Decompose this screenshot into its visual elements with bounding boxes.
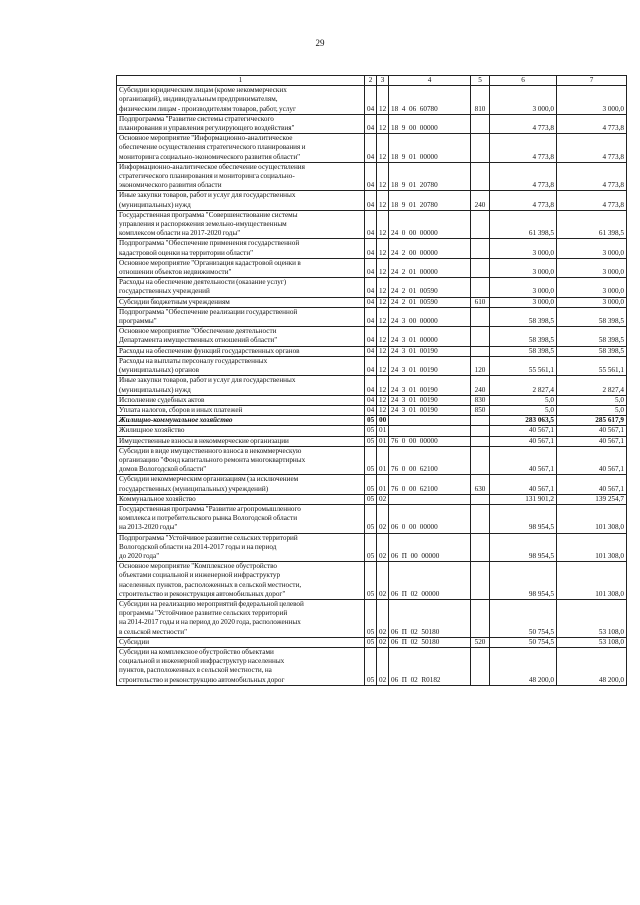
row-expense-type-cell bbox=[471, 494, 490, 504]
table-row bbox=[117, 475, 627, 494]
row-target-article-cell: 06 П 02 50180 bbox=[389, 637, 471, 647]
row-target-article-cell bbox=[389, 416, 471, 426]
row-subsection-cell: 12 bbox=[377, 356, 389, 375]
row-section-cell: 05 bbox=[365, 494, 377, 504]
row-subsection-cell: 12 bbox=[377, 258, 389, 277]
row-amount-year2-cell: 285 617,9 bbox=[557, 416, 627, 426]
row-amount-year2-cell: 101 308,0 bbox=[557, 562, 627, 600]
row-target-article-cell: 24 3 01 00190 bbox=[389, 356, 471, 375]
row-amount-year1-cell: 131 901,2 bbox=[490, 494, 557, 504]
row-amount-year1-cell: 283 063,5 bbox=[490, 416, 557, 426]
row-amount-year2-cell: 58 398,5 bbox=[557, 307, 627, 326]
row-subsection-cell: 12 bbox=[377, 86, 389, 115]
row-target-article-cell: 24 3 01 00190 bbox=[389, 346, 471, 356]
row-expense-type-cell bbox=[471, 134, 490, 163]
row-section-cell: 04 bbox=[365, 346, 377, 356]
row-amount-year1-cell: 40 567,1 bbox=[490, 475, 557, 494]
row-target-article-cell: 24 2 01 00590 bbox=[389, 297, 471, 307]
table-row bbox=[117, 416, 627, 426]
row-expense-type-cell: 240 bbox=[471, 376, 490, 395]
row-expense-type-cell bbox=[471, 239, 490, 258]
row-subsection-cell: 12 bbox=[377, 327, 389, 346]
table-row bbox=[117, 647, 627, 685]
row-name-cell: Исполнение судебных актов bbox=[117, 395, 365, 405]
row-expense-type-cell: 610 bbox=[471, 297, 490, 307]
row-name-cell: Основное мероприятие "Обеспечение деятельности Департамента имущественных отношений области" bbox=[117, 327, 365, 346]
row-subsection-cell: 12 bbox=[377, 239, 389, 258]
row-expense-type-cell bbox=[471, 533, 490, 562]
table-header-row bbox=[117, 76, 627, 86]
row-section-cell: 04 bbox=[365, 297, 377, 307]
row-section-cell: 05 bbox=[365, 475, 377, 494]
row-name-cell: Иные закупки товаров, работ и услуг для государственных (муниципальных) нужд bbox=[117, 376, 365, 395]
row-subsection-cell: 12 bbox=[377, 307, 389, 326]
row-name-cell: Субсидии на комплексное обустройство объектами социальной и инженерной инфраструктур населенных пунктов, расположенных в сельской местности, на строительство и реконструкцию автомобильных дорог bbox=[117, 647, 365, 685]
row-amount-year2-cell: 61 398,5 bbox=[557, 210, 627, 239]
row-subsection-cell: 12 bbox=[377, 162, 389, 191]
row-name-cell: Субсидии бюджетным учреждениям bbox=[117, 297, 365, 307]
row-amount-year1-cell: 3 000,0 bbox=[490, 278, 557, 297]
row-subsection-cell: 02 bbox=[377, 504, 389, 533]
row-amount-year1-cell: 50 754,5 bbox=[490, 637, 557, 647]
column-header-6: 6 bbox=[490, 76, 557, 86]
row-section-cell: 04 bbox=[365, 114, 377, 133]
row-section-cell: 04 bbox=[365, 395, 377, 405]
row-target-article-cell: 76 0 00 62100 bbox=[389, 475, 471, 494]
table-row bbox=[117, 376, 627, 395]
row-target-article-cell: 24 3 01 00190 bbox=[389, 405, 471, 415]
row-expense-type-cell bbox=[471, 162, 490, 191]
row-amount-year1-cell: 4 773,8 bbox=[490, 134, 557, 163]
row-amount-year1-cell: 61 398,5 bbox=[490, 210, 557, 239]
row-expense-type-cell bbox=[471, 327, 490, 346]
row-amount-year1-cell: 58 398,5 bbox=[490, 346, 557, 356]
row-amount-year1-cell: 4 773,8 bbox=[490, 191, 557, 210]
row-section-cell: 05 bbox=[365, 426, 377, 436]
row-subsection-cell: 12 bbox=[377, 395, 389, 405]
row-section-cell: 05 bbox=[365, 436, 377, 446]
row-name-cell: Информационно-аналитическое обеспечение осуществления стратегического планирования и мониторинга социально- экономического развития области bbox=[117, 162, 365, 191]
row-amount-year1-cell: 55 561,1 bbox=[490, 356, 557, 375]
row-name-cell: Имущественные взносы в некоммерческие организации bbox=[117, 436, 365, 446]
row-subsection-cell: 12 bbox=[377, 191, 389, 210]
row-amount-year1-cell: 40 567,1 bbox=[490, 436, 557, 446]
row-expense-type-cell bbox=[471, 258, 490, 277]
row-target-article-cell: 24 3 01 00190 bbox=[389, 395, 471, 405]
row-amount-year2-cell: 101 308,0 bbox=[557, 533, 627, 562]
row-name-cell: Основное мероприятие "Информационно-аналитическое обеспечение осуществления стратегического планирования и мониторинга социально-экономического развития области" bbox=[117, 134, 365, 163]
row-section-cell: 05 bbox=[365, 562, 377, 600]
row-name-cell: Государственная программа "Совершенствование системы управления и распоряжения земельно-имущественным комплексом области на 2017-2020 годы" bbox=[117, 210, 365, 239]
column-header-4: 4 bbox=[389, 76, 471, 86]
row-amount-year1-cell: 5,0 bbox=[490, 395, 557, 405]
row-section-cell: 05 bbox=[365, 637, 377, 647]
row-name-cell: Подпрограмма "Обеспечение применения государственной кадастровой оценки на территории области" bbox=[117, 239, 365, 258]
row-name-cell: Иные закупки товаров, работ и услуг для государственных (муниципальных) нужд bbox=[117, 191, 365, 210]
row-amount-year1-cell: 4 773,8 bbox=[490, 114, 557, 133]
row-target-article-cell: 06 П 02 50180 bbox=[389, 599, 471, 637]
row-target-article-cell: 06 П 02 R0182 bbox=[389, 647, 471, 685]
table-body bbox=[117, 86, 627, 686]
row-amount-year1-cell: 98 954,5 bbox=[490, 562, 557, 600]
row-name-cell: Основное мероприятие "Организация кадастровой оценки в отношении объектов недвижимости" bbox=[117, 258, 365, 277]
row-target-article-cell: 06 П 02 00000 bbox=[389, 562, 471, 600]
column-header-2: 2 bbox=[365, 76, 377, 86]
row-section-cell: 04 bbox=[365, 162, 377, 191]
row-expense-type-cell: 850 bbox=[471, 405, 490, 415]
row-target-article-cell: 24 0 00 00000 bbox=[389, 210, 471, 239]
row-expense-type-cell bbox=[471, 562, 490, 600]
row-subsection-cell: 12 bbox=[377, 405, 389, 415]
row-name-cell: Субсидии bbox=[117, 637, 365, 647]
table-row bbox=[117, 426, 627, 436]
row-expense-type-cell bbox=[471, 210, 490, 239]
table-row bbox=[117, 327, 627, 346]
table-row bbox=[117, 191, 627, 210]
row-expense-type-cell bbox=[471, 307, 490, 326]
row-subsection-cell: 12 bbox=[377, 297, 389, 307]
table-row bbox=[117, 258, 627, 277]
row-subsection-cell: 12 bbox=[377, 210, 389, 239]
page-number: 29 bbox=[315, 38, 325, 48]
row-expense-type-cell: 520 bbox=[471, 637, 490, 647]
row-section-cell: 04 bbox=[365, 210, 377, 239]
row-expense-type-cell bbox=[471, 346, 490, 356]
table-row bbox=[117, 504, 627, 533]
row-name-cell: Подпрограмма "Обеспечение реализации государственной программы" bbox=[117, 307, 365, 326]
row-target-article-cell: 18 9 01 00000 bbox=[389, 134, 471, 163]
table-row bbox=[117, 297, 627, 307]
row-section-cell: 05 bbox=[365, 446, 377, 475]
table-row bbox=[117, 599, 627, 637]
row-name-cell: Субсидии на реализацию мероприятий федеральной целевой программы "Устойчивое развитие сельских территорий на 2014-2017 годы и на период до 2020 года, расположенных в сельской местности" bbox=[117, 599, 365, 637]
table-row bbox=[117, 86, 627, 115]
table-row bbox=[117, 446, 627, 475]
row-amount-year2-cell: 2 827,4 bbox=[557, 376, 627, 395]
row-name-cell: Уплата налогов, сборов и иных платежей bbox=[117, 405, 365, 415]
row-subsection-cell: 00 bbox=[377, 416, 389, 426]
row-section-cell: 05 bbox=[365, 599, 377, 637]
row-subsection-cell: 12 bbox=[377, 134, 389, 163]
row-target-article-cell: 06 П 00 00000 bbox=[389, 533, 471, 562]
row-target-article-cell: 24 3 01 00000 bbox=[389, 327, 471, 346]
row-target-article-cell bbox=[389, 494, 471, 504]
row-amount-year2-cell: 4 773,8 bbox=[557, 162, 627, 191]
row-expense-type-cell: 630 bbox=[471, 475, 490, 494]
row-target-article-cell: 24 2 01 00590 bbox=[389, 278, 471, 297]
row-section-cell: 04 bbox=[365, 405, 377, 415]
row-amount-year2-cell: 40 567,1 bbox=[557, 436, 627, 446]
row-section-cell: 04 bbox=[365, 376, 377, 395]
row-subsection-cell: 12 bbox=[377, 278, 389, 297]
row-amount-year1-cell: 48 200,0 bbox=[490, 647, 557, 685]
row-section-cell: 05 bbox=[365, 504, 377, 533]
table-row bbox=[117, 395, 627, 405]
row-subsection-cell: 01 bbox=[377, 475, 389, 494]
row-expense-type-cell: 240 bbox=[471, 191, 490, 210]
row-amount-year2-cell: 53 108,0 bbox=[557, 599, 627, 637]
row-subsection-cell: 12 bbox=[377, 376, 389, 395]
row-amount-year2-cell: 40 567,1 bbox=[557, 446, 627, 475]
row-expense-type-cell bbox=[471, 436, 490, 446]
row-target-article-cell: 24 2 01 00000 bbox=[389, 258, 471, 277]
row-name-cell: Субсидии юридическим лицам (кроме некоммерческих организаций), индивидуальным предпринимателям, физическим лицам - производителям товаров, работ, услуг bbox=[117, 86, 365, 115]
row-amount-year2-cell: 40 567,1 bbox=[557, 426, 627, 436]
row-target-article-cell: 24 3 00 00000 bbox=[389, 307, 471, 326]
table-row bbox=[117, 533, 627, 562]
row-section-cell: 04 bbox=[365, 134, 377, 163]
row-amount-year1-cell: 40 567,1 bbox=[490, 446, 557, 475]
row-name-cell: Расходы на обеспечение функций государственных органов bbox=[117, 346, 365, 356]
row-amount-year2-cell: 40 567,1 bbox=[557, 475, 627, 494]
row-subsection-cell: 02 bbox=[377, 647, 389, 685]
row-amount-year1-cell: 4 773,8 bbox=[490, 162, 557, 191]
row-amount-year1-cell: 3 000,0 bbox=[490, 297, 557, 307]
row-amount-year2-cell: 5,0 bbox=[557, 405, 627, 415]
row-section-cell: 04 bbox=[365, 356, 377, 375]
row-subsection-cell: 01 bbox=[377, 426, 389, 436]
row-target-article-cell bbox=[389, 426, 471, 436]
row-expense-type-cell bbox=[471, 426, 490, 436]
row-name-cell: Подпрограмма "Развитие системы стратегического планирования и управления регулирующего воздействия" bbox=[117, 114, 365, 133]
row-target-article-cell: 18 4 06 60780 bbox=[389, 86, 471, 115]
row-section-cell: 04 bbox=[365, 307, 377, 326]
table-row bbox=[117, 134, 627, 163]
row-amount-year1-cell: 2 827,4 bbox=[490, 376, 557, 395]
budget-table bbox=[116, 75, 627, 686]
row-amount-year2-cell: 48 200,0 bbox=[557, 647, 627, 685]
row-amount-year1-cell: 98 954,5 bbox=[490, 533, 557, 562]
row-amount-year2-cell: 3 000,0 bbox=[557, 278, 627, 297]
row-name-cell: Расходы на обеспечение деятельности (оказание услуг) государственных учреждений bbox=[117, 278, 365, 297]
row-expense-type-cell: 830 bbox=[471, 395, 490, 405]
row-amount-year2-cell: 5,0 bbox=[557, 395, 627, 405]
table-row bbox=[117, 436, 627, 446]
row-name-cell: Субсидии в виде имущественного взноса в некоммерческую организацию "Фонд капитального ремонта многоквартирных домов Вологодской области" bbox=[117, 446, 365, 475]
row-name-cell: Основное мероприятие "Комплексное обустройство объектами социальной и инженерной инфраструктур населенных пунктов, расположенных в сельской местности, строительство и реконструкция автомобильных дорог" bbox=[117, 562, 365, 600]
row-name-cell: Расходы на выплаты персоналу государственных (муниципальных) органов bbox=[117, 356, 365, 375]
row-expense-type-cell: 810 bbox=[471, 86, 490, 115]
row-amount-year1-cell: 3 000,0 bbox=[490, 239, 557, 258]
table-row bbox=[117, 210, 627, 239]
row-target-article-cell: 18 9 00 00000 bbox=[389, 114, 471, 133]
table-row bbox=[117, 346, 627, 356]
row-name-cell: Жилищное хозяйство bbox=[117, 426, 365, 436]
row-subsection-cell: 02 bbox=[377, 599, 389, 637]
row-target-article-cell: 18 9 01 20780 bbox=[389, 162, 471, 191]
row-subsection-cell: 01 bbox=[377, 446, 389, 475]
row-expense-type-cell bbox=[471, 647, 490, 685]
column-header-5: 5 bbox=[471, 76, 490, 86]
table-row bbox=[117, 356, 627, 375]
row-expense-type-cell bbox=[471, 504, 490, 533]
row-target-article-cell: 76 0 00 00000 bbox=[389, 436, 471, 446]
row-expense-type-cell bbox=[471, 599, 490, 637]
column-header-7: 7 bbox=[557, 76, 627, 86]
row-expense-type-cell: 120 bbox=[471, 356, 490, 375]
row-section-cell: 04 bbox=[365, 278, 377, 297]
row-target-article-cell: 76 0 00 62100 bbox=[389, 446, 471, 475]
row-amount-year2-cell: 53 108,0 bbox=[557, 637, 627, 647]
row-amount-year2-cell: 55 561,1 bbox=[557, 356, 627, 375]
row-target-article-cell: 18 9 01 20780 bbox=[389, 191, 471, 210]
row-amount-year2-cell: 58 398,5 bbox=[557, 327, 627, 346]
row-amount-year2-cell: 3 000,0 bbox=[557, 297, 627, 307]
row-target-article-cell: 06 0 00 00000 bbox=[389, 504, 471, 533]
row-target-article-cell: 24 3 01 00190 bbox=[389, 376, 471, 395]
row-expense-type-cell bbox=[471, 114, 490, 133]
row-section-cell: 04 bbox=[365, 86, 377, 115]
table-row bbox=[117, 405, 627, 415]
table-row bbox=[117, 494, 627, 504]
table-row bbox=[117, 637, 627, 647]
row-subsection-cell: 02 bbox=[377, 494, 389, 504]
row-expense-type-cell bbox=[471, 416, 490, 426]
row-amount-year1-cell: 58 398,5 bbox=[490, 327, 557, 346]
table-row bbox=[117, 162, 627, 191]
table-row bbox=[117, 562, 627, 600]
row-name-cell: Субсидии некоммерческим организациям (за исключением государственных (муниципальных) учреждений) bbox=[117, 475, 365, 494]
row-amount-year1-cell: 98 954,5 bbox=[490, 504, 557, 533]
row-expense-type-cell bbox=[471, 278, 490, 297]
row-amount-year2-cell: 4 773,8 bbox=[557, 191, 627, 210]
row-amount-year2-cell: 139 254,7 bbox=[557, 494, 627, 504]
row-amount-year2-cell: 3 000,0 bbox=[557, 86, 627, 115]
row-subsection-cell: 02 bbox=[377, 562, 389, 600]
table-row bbox=[117, 239, 627, 258]
row-section-cell: 04 bbox=[365, 327, 377, 346]
row-amount-year2-cell: 3 000,0 bbox=[557, 239, 627, 258]
table-row bbox=[117, 114, 627, 133]
row-amount-year2-cell: 3 000,0 bbox=[557, 258, 627, 277]
row-expense-type-cell bbox=[471, 446, 490, 475]
row-amount-year2-cell: 58 398,5 bbox=[557, 346, 627, 356]
row-amount-year1-cell: 3 000,0 bbox=[490, 86, 557, 115]
table-row bbox=[117, 278, 627, 297]
row-amount-year2-cell: 101 308,0 bbox=[557, 504, 627, 533]
row-subsection-cell: 02 bbox=[377, 637, 389, 647]
row-amount-year1-cell: 58 398,5 bbox=[490, 307, 557, 326]
row-subsection-cell: 02 bbox=[377, 533, 389, 562]
row-amount-year1-cell: 3 000,0 bbox=[490, 258, 557, 277]
column-header-3: 3 bbox=[377, 76, 389, 86]
row-amount-year1-cell: 40 567,1 bbox=[490, 426, 557, 436]
row-target-article-cell: 24 2 00 00000 bbox=[389, 239, 471, 258]
row-name-cell: Подпрограмма "Устойчивое развитие сельских территорий Вологодской области на 2014-2017 годы и на период до 2020 года" bbox=[117, 533, 365, 562]
row-subsection-cell: 01 bbox=[377, 436, 389, 446]
row-name-cell: Коммунальное хозяйство bbox=[117, 494, 365, 504]
row-amount-year1-cell: 50 754,5 bbox=[490, 599, 557, 637]
table-row bbox=[117, 307, 627, 326]
row-subsection-cell: 12 bbox=[377, 114, 389, 133]
row-name-cell: Жилищно-коммунальное хозяйство bbox=[117, 416, 365, 426]
row-amount-year2-cell: 4 773,8 bbox=[557, 134, 627, 163]
row-amount-year2-cell: 4 773,8 bbox=[557, 114, 627, 133]
row-name-cell: Государственная программа "Развитие агропромышленного комплекса и потребительского рынка Вологодской области на 2013-2020 годы" bbox=[117, 504, 365, 533]
row-section-cell: 04 bbox=[365, 258, 377, 277]
column-header-1: 1 bbox=[117, 76, 365, 86]
row-section-cell: 04 bbox=[365, 239, 377, 258]
row-section-cell: 04 bbox=[365, 191, 377, 210]
row-subsection-cell: 12 bbox=[377, 346, 389, 356]
row-section-cell: 05 bbox=[365, 416, 377, 426]
row-section-cell: 05 bbox=[365, 647, 377, 685]
row-amount-year1-cell: 5,0 bbox=[490, 405, 557, 415]
row-section-cell: 05 bbox=[365, 533, 377, 562]
